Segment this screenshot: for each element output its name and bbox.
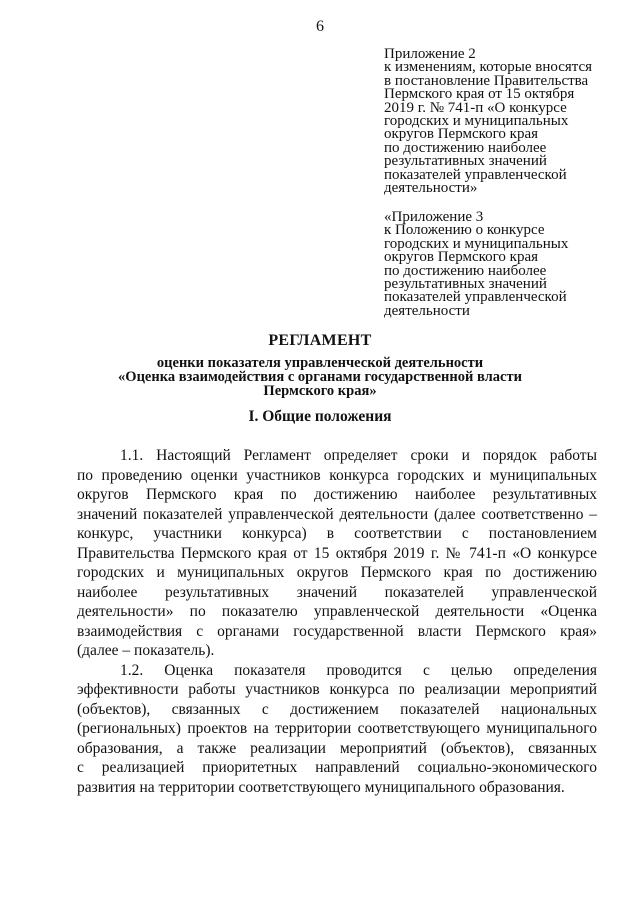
paragraph-1-1 bbox=[77, 446, 597, 661]
subtitle-line: Пермского края» bbox=[263, 383, 377, 399]
appendix-block-second bbox=[384, 211, 624, 318]
appendix-second-line: показателей управленческой bbox=[384, 289, 567, 306]
paragraph-line: значений показателей управленческой деятельности (далее соответственно – bbox=[77, 505, 597, 523]
paragraph-line: образования, а также реализации мероприятий (объектов), связанных bbox=[77, 739, 597, 757]
appendix-second-line: деятельности bbox=[384, 302, 470, 319]
appendix-top-line: результативных значений bbox=[384, 153, 547, 170]
document-title: РЕГЛАМЕНТ bbox=[268, 332, 372, 349]
paragraph-line: (региональных) проектов на территории соответствующего муниципального bbox=[77, 720, 597, 737]
appendix-second-line: округов Пермского края bbox=[384, 249, 539, 266]
paragraph-line: с реализацией приоритетных направлений социально-экономического bbox=[77, 759, 597, 776]
appendix-top-line: Приложение 2 bbox=[384, 46, 476, 62]
document-body bbox=[77, 446, 597, 797]
appendix-second-line: результативных значений bbox=[384, 276, 547, 293]
appendix-top-line: городских и муниципальных bbox=[384, 113, 569, 130]
paragraph-line: городских и муниципальных округов Пермского края по достижению bbox=[77, 564, 597, 581]
paragraph-line: взаимодействия с органами государственной власти Пермского края» bbox=[77, 622, 597, 640]
appendix-second-line: к Положению о конкурсе bbox=[384, 222, 545, 239]
appendix-top-line: показателей управленческой bbox=[384, 166, 567, 183]
appendix-second-line: городских и муниципальных bbox=[384, 235, 569, 252]
appendix-second-line: «Приложение 3 bbox=[384, 209, 484, 225]
appendix-second-line: по достижению наиболее bbox=[384, 262, 547, 279]
paragraph-line: 1.2. Оценка показателя проводится с целью определения bbox=[120, 661, 597, 679]
paragraph-line: (далее – показатель). bbox=[77, 642, 215, 659]
paragraph-line: по проведению оценки участников конкурса городских и муниципальных bbox=[77, 466, 597, 484]
document-subtitle bbox=[0, 356, 640, 398]
appendix-top-line: деятельности» bbox=[384, 180, 478, 197]
subtitle-line: оценки показателя управленческой деятельности bbox=[156, 355, 484, 371]
paragraph-line: конкурс, участники конкурса) в соответствии с постановлением bbox=[77, 525, 597, 542]
appendix-top-line: Пермского края от 15 октября bbox=[384, 86, 575, 103]
paragraph-line: наиболее результативных значений показателей управленческой bbox=[77, 583, 597, 601]
appendix-top-line: округов Пермского края bbox=[384, 126, 539, 143]
subtitle-line: «Оценка взаимодействия с органами государственной власти bbox=[118, 369, 522, 385]
paragraph-line: округов Пермского края по достижению наиболее результативных bbox=[77, 486, 597, 503]
paragraph-line: (объектов), связанных с достижением показателей национальных bbox=[77, 700, 597, 718]
paragraph-line: развития на территории соответствующего муниципального образования. bbox=[77, 778, 565, 796]
paragraph-line: эффективности работы участников конкурса по реализации мероприятий bbox=[77, 681, 597, 698]
appendix-top-line: 2019 г. № 741-п «О конкурсе bbox=[384, 99, 567, 116]
page-number: 6 bbox=[316, 18, 324, 35]
paragraph-line: 1.1. Настоящий Регламент определяет сроки и порядок работы bbox=[120, 447, 597, 464]
section-heading: I. Общие положения bbox=[248, 408, 392, 425]
paragraph-line: Правительства Пермского края от 15 октября 2019 г. № 741-п «О конкурсе bbox=[77, 544, 597, 562]
appendix-block-top bbox=[384, 48, 624, 195]
paragraph-1-2 bbox=[77, 661, 597, 798]
appendix-top-line: к изменениям, которые вносятся bbox=[384, 59, 593, 76]
appendix-top-line: по достижению наиболее bbox=[384, 139, 547, 156]
paragraph-line: деятельности» по показателю управленческой деятельности «Оценка bbox=[77, 603, 597, 620]
appendix-top-line: в постановление Правительства bbox=[384, 72, 589, 89]
